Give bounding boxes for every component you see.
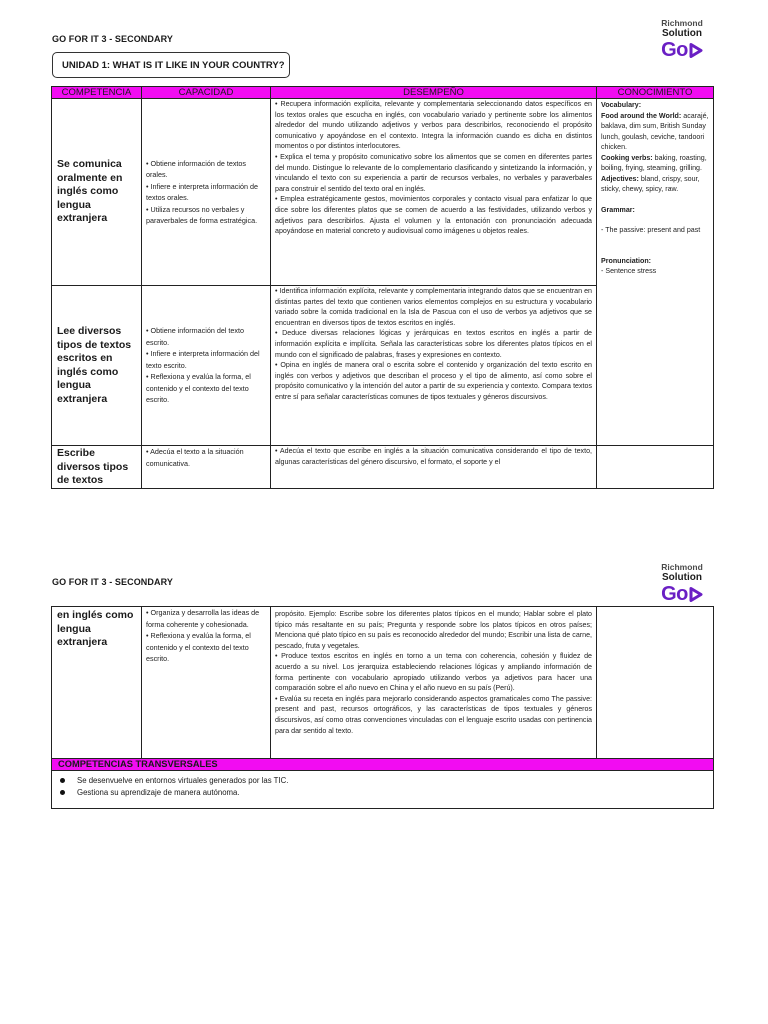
desempeno-item: • Emplea estratégicamente gestos, movimientos corporales y contacto visual para enfatizar lo que dice sobre los diferentes platos que se comen de acuerdo a las festividades, utilizando verbos y adjetivos para describirlos. Ajusta el volumen y la entonación con pronunciación adecuada apoyándose en material concreto y audiovisual como imágenes u objetos reales. (275, 195, 592, 236)
table-row (52, 607, 714, 759)
capacidad-item: • Obtiene información del texto escrito. (146, 326, 245, 347)
conocimiento-cell-empty (597, 607, 714, 759)
adjectives-text: bland, crispy, sour, sticky, chewy, spicy, raw. (601, 174, 700, 193)
transversales-header-row (52, 759, 714, 771)
brand-logo (652, 562, 712, 605)
grammar-label: Grammar: (601, 205, 635, 214)
logo-go (652, 40, 712, 61)
list-item-text: Se desenvuelve en entornos virtuales generados por las TIC. (77, 776, 289, 785)
capacidad-item: • Organiza y desarrolla las ideas de forma coherente y cohesionada. (146, 608, 260, 629)
transversales-title: COMPETENCIAS TRANSVERSALES (52, 759, 714, 771)
logo-go-text: Go (661, 583, 688, 605)
table-row (52, 446, 714, 489)
conocimiento-cell (597, 99, 714, 446)
series-title: GO FOR IT 3 - SECONDARY (52, 34, 173, 44)
play-arrow-icon (689, 43, 703, 58)
food-block (601, 111, 709, 153)
col-conocimiento: CONOCIMIENTO (597, 87, 714, 99)
cooking-label: Cooking verbs: (601, 153, 653, 162)
pronunciation-text: - Sentence stress (601, 267, 657, 275)
food-text: acarajé, baklava, dim sum, British Sunday lunch, goulash, ceviche, tandoori chicken. (601, 111, 709, 151)
adjectives-block (601, 174, 709, 195)
competencia-cell: Escribe diversos tipos de textos (52, 446, 142, 489)
table-row (52, 99, 714, 286)
brand-logo (652, 18, 712, 61)
capacidad-item: • Reflexiona y evalúa la forma, el contenido y el contexto del texto escrito. (146, 372, 251, 405)
unit-title: UNIDAD 1: WHAT IS IT LIKE IN YOUR COUNTRY? (52, 52, 290, 78)
document-page-1 (0, 0, 768, 500)
pronunciation-label: Pronunciation: (601, 256, 652, 265)
logo-solution: Solution (662, 572, 702, 583)
capacidad-item: • Reflexiona y evalúa la forma, el contenido y el contexto del texto escrito. (146, 631, 251, 663)
document-page-2 (0, 548, 768, 1024)
capacidad-cell (142, 99, 271, 286)
col-capacidad: CAPACIDAD (142, 87, 271, 99)
cooking-text: baking, roasting, boiling, frying, steaming, grilling. (601, 153, 707, 172)
list-item-text: Gestiona su aprendizaje de manera autónoma. (77, 787, 240, 797)
food-label: Food around the World: (601, 111, 682, 120)
transversales-row (52, 771, 714, 809)
logo-richmond: Richmond (661, 562, 703, 572)
capacidad-item: • Adecúa el texto a la situación comunicativa. (146, 447, 244, 468)
desempeno-cell (271, 446, 597, 489)
logo-richmond: Richmond (661, 18, 703, 28)
desempeno-item: • Recupera información explícita, relevante y complementaria seleccionando datos específicos en los textos orales que escucha en inglés, con vocabulario variado y pertinente sobre los alimentos alrededor del mundo utilizando adjetivos y verbos para describirlos, reconociendo el propósito comunicativo y apoyándose en el contexto. Integra la información cuando es dicha en distintos momentos o por distintos interlocutores. (275, 100, 592, 151)
desempeno-item: • Opina en inglés de manera oral o escrita sobre el contenido y organización del texto escrito en inglés con verbos y adjetivos que describan el proceso y el tipo de alimento, así como sobre el propósito comunicativo y la intención del autor a partir de su experiencia y contexto. Compara textos entre sí para señalar características comunes de tipos textuales y géneros discursivos. (275, 361, 592, 401)
capacidad-item: • Utiliza recursos no verbales y paraverbales de forma estratégica. (146, 204, 258, 225)
table-header-row (52, 87, 714, 99)
transversales-list (52, 771, 714, 809)
cooking-block (601, 153, 709, 174)
desempeno-item: • Evalúa su receta en inglés para mejorarlo considerando aspectos gramaticales como The passive: present and past, recursos ortográficos, y las características de tipos textuales y géneros discursivos, así como otras convenciones vinculadas con el lenguaje escrito usadas con pertinencia para dar sentido al texto. (275, 694, 592, 735)
capacidad-item: • Infiere e interpreta información del texto escrito. (146, 349, 260, 370)
bullet-icon (60, 778, 65, 783)
play-arrow-icon (689, 587, 703, 602)
col-competencia: COMPETENCIA (52, 87, 142, 99)
adjectives-label: Adjectives: (601, 174, 639, 183)
logo-go-text: Go (661, 39, 688, 61)
logo-go (652, 584, 712, 605)
list-item (60, 775, 707, 787)
desempeno-item: • Produce textos escritos en inglés en torno a un tema con coherencia, cohesión y fluidez de acuerdo a su nivel. Los jerarquiza estableciendo relaciones lógicas y ampliando información de forma pertinente con vocabulario apropiado utilizando verbos ya adjetivos para hacer una comparación sobre el año nuevo en China y el año nuevo en su país (Perú). (275, 652, 592, 693)
desempeno-cell (271, 607, 597, 759)
vocabulary-label: Vocabulary: (601, 101, 642, 109)
competencia-cell: en inglés como lengua extranjera (52, 607, 142, 759)
capacidad-cell (142, 607, 271, 759)
planning-table (51, 86, 714, 489)
bullet-icon (60, 790, 65, 795)
col-desempeno: DESEMPEÑO (271, 87, 597, 99)
capacidad-cell (142, 286, 271, 446)
planning-table-continued (51, 606, 714, 809)
capacidad-item: • Obtiene información de textos orales. (146, 158, 247, 179)
capacidad-item: • Infiere e interpreta información de textos orales. (146, 181, 258, 202)
conocimiento-cell-empty (597, 446, 714, 489)
desempeno-item: • Adecúa el texto que escribe en inglés a la situación comunicativa considerando el tipo de texto, algunas características del género discursivo, el formato, el soporte y el (275, 447, 592, 466)
desempeno-item: • Explica el tema y propósito comunicativo sobre los alimentos que se comen en diferentes partes del mundo. Distingue lo relevante de lo complementario clasificando y sintetizando la información, y vinculando el texto con su experiencia a partir de recursos verbales, no verbales y paraverbales para construir el sentido del texto oral en inglés. (275, 152, 592, 193)
desempeno-item: propósito. Ejemplo: Escribe sobre los diferentes platos típicos en el mundo; Hablar sobre el plato típico más resaltante en su país; Pregunta y responde sobre los platos típicos en otros países; Menciona qué plato típico en su país es reconocido alrededor del mundo; Escribir una lista de carne, pescado, fruta y vegetales. (275, 610, 592, 650)
list-item (60, 787, 707, 799)
capacidad-cell (142, 446, 271, 489)
desempeno-cell (271, 99, 597, 286)
series-title: GO FOR IT 3 - SECONDARY (52, 577, 173, 587)
grammar-text: - The passive: present and past (601, 226, 701, 234)
desempeno-item: • Identifica información explícita, relevante y complementaria integrando datos que se encuentran en distintas partes del texto que contienen varios elementos complejos en su estructura y vocabulario variado sobre la comida tradicional en la Isla de Pascua con el uso de verbos ya adjetivos que se encuentran en diversos tipos de textos escritos en inglés. (275, 287, 592, 327)
desempeno-item: • Deduce diversas relaciones lógicas y jerárquicas en textos escritos en inglés a partir de información explícita e implícita. Señala las características sobre los diferentes platos típicos en el mundo con el significado de palabras, frases y expresiones en contexto. (275, 329, 592, 359)
competencia-cell: Lee diversos tipos de textos escritos en inglés como lengua extranjera (52, 286, 142, 446)
desempeno-cell (271, 286, 597, 446)
competencia-cell: Se comunica oralmente en inglés como lengua extranjera (52, 99, 142, 286)
logo-solution: Solution (662, 28, 702, 39)
